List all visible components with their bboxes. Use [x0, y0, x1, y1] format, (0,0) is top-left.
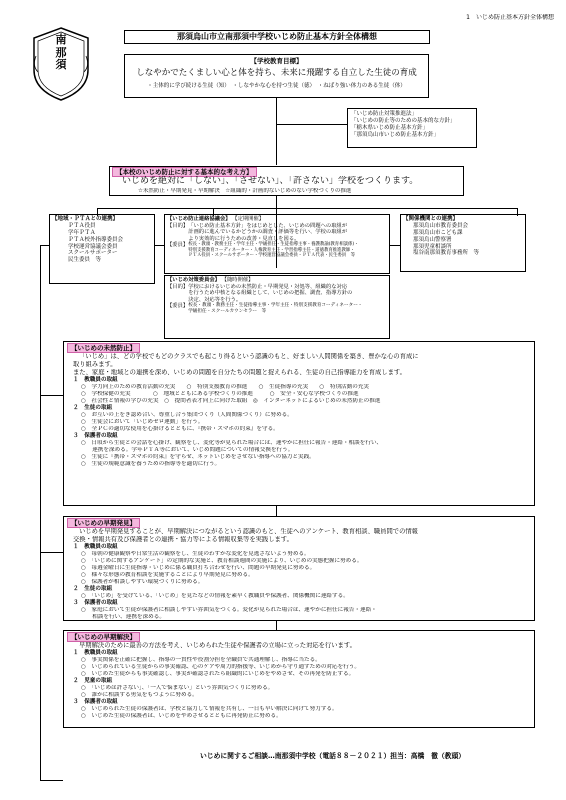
logo-text: 南 那 須	[55, 33, 67, 72]
community-pta-box: 【地域・ＰＴＡとの連携】 ＰＴＡ役員 学年ＰＴＡ ＰＴＡ校外指導委員会 学校運営協議会委員 スクールサポーター 民生委員 等	[49, 214, 155, 284]
goal-label: 【学校教育目標】	[250, 57, 303, 65]
prevention-council-box: 【いじめ防止連絡協議会】 【定期開催】 【目的】 「いじめ防止基本方針」をはじめとした、いじめの問題への取組が 計画的に進んでいるかどうかの調査・評価等を行い、学校の取組が より実効的に行うための改善・見直しを図る。 【委員】 校長・教頭・教務主任・学年主任・学級担任・生徒指導主事・養護教諭(教育相談係)・ 特別支援教育コーディネーター・人権教育主任・学習指導主任・道徳教育推進教師・ ＰＴＡ役員・スクールサポーター・学校運営協議会委員・ＰＴＡ代表・民生委員 等	[164, 214, 390, 274]
contact-footer: いじめに関するご相談…南那須中学校（電話８８－２０２１）担当：高橋 徹（教頭）	[200, 752, 466, 760]
early-detection-section: 【いじめの早期発見】 いじめを早期発見することが、早期解決につながるという認識のもと、生徒へのアンケート、教育相談、職員間での情報 交換・情報共有及び保護者との連携・協力等による情報収集等を実践します。 １ 教職員の取組 ○ 毎朝の健康観察や日常生活の観察をし、生徒のわずかな変化を見逃さないよう努める。 ○ 「いじめに関するアンケート」の定期的な実施と、教育相談週間の実施により、いじめの実態把握に努める。 ○ 毎週金曜日に生徒指導・いじめに係る職員打ち合わせを行い、問題の早期発見に努める。 ○ 様々な形態の教育相談を実施することにより早期発見に努める。 ○ 保護者が相談しやすい環境づくりに努める。 ２ 生徒の取組 ○ 「いじめ」を受けている、「いじめ」を見たなどの情報を素早く教職員や保護者、関係機関に連絡する。 ３ 保護者の取組 ○ 家庭において生徒が保護者に相談しやすい雰囲気をつくる。変化が見られた場合は、速やかに担任に報告・連絡・ 相談を行い、連携を深める。	[63, 516, 535, 621]
page-header: 1 いじめ防止基本方針全体構想	[466, 14, 554, 21]
early-resolution-section: 【いじめの早期解決】 早期解決のために最善の方法を考え、いじめられた生徒や保護者の立場に立った対応を行います。 １ 教職員の取組 ○ 事実関係を正確に把握し、指導の一貫性や役割分担を全職員で共通理解し、指導に当たる。 ○ いじめられている生徒からの事実確認、心のケアや周力的指援等、いじめから守り通すための対応を行う。 ○ いじめた生徒からも事実確認し、事実が確認されたら組織的にいじめをやめさせ、その再発を防止する。 ２ 児童の取組 ○ 「いじめは許さない」、「一人で悩まない」という雰囲気づくりに努める。 ○ 誰かに相談する勇気をもつように努める。 ３ 保護者の取組 ○ いじめられた生徒の保護者は、学校と協力して情報を共有し、一日も早い解決に向けて努力する。 ○ いじめた生徒の保護者は、いじめをやめさせるとともに再発防止に努める。	[63, 630, 535, 728]
stance-label: 【本校のいじめ防止に対する基本的な考え方】	[112, 167, 257, 177]
basic-stance-box	[109, 166, 464, 196]
agencies-box: 【関係機関との連携】 那須烏山市教育委員会 那須烏山市こども課 那須烏山警察署 那須児童相談所 塩谷南那須教育事務所 等	[400, 214, 526, 272]
early-resolution-label: 【いじめの早期解決】	[67, 632, 140, 642]
stance-main: いじめを絶対に「しない」、「させない」、「許さない」学校をつくります。	[122, 176, 419, 186]
goal-text: しなやかでたくましい心と体を持ち、未来に飛躍する自立した生徒の育成	[136, 68, 417, 79]
laws-box: 「いじめ防止対策推進法」 「いじめの防止等のための基本的な方針」 「栃木県いじめ防止基本方針」 「那須烏山市いじめ防止基本方針」	[347, 108, 477, 148]
prevention-label: 【いじめの未然防止】	[67, 343, 140, 353]
stance-sub: ☆未然防止・早期発見・早期解決 ☆組織的・計画的ないじめのない学校づくりの推進	[138, 188, 352, 194]
countermeasure-committee-box: 【いじめ対策委員会】 【随時開催】 【目的】 学校におけるいじめの未然防止・早期発見・対処等、組織的な対応 を行うため中核となる組織として、いじめの把握、調査、指導方針の 決定、対応等を行う。 【委員】 校長・教頭・教務主任・生徒指導主事・学年主任・特別支援教育コーディネーター・ 学級担任・スクールカウンセラー 等	[164, 275, 390, 339]
goal-sub: ・主体的に学び続ける生徒（知） ・しなやかな心を持つ生徒（徳） ・ねばり強い体力のある生徒（体）	[147, 82, 406, 89]
page-title: 那須烏山市立南那須中学校いじめ防止基本方針全体構想	[124, 30, 430, 44]
early-detection-label: 【いじめの早期発見】	[67, 518, 140, 528]
prevention-section: 【いじめの未然防止】 「いじめ」は、どの学校でもどのクラスでも起こり得るという認識のもと、好ましい人間関係を築き、豊かな心の育成に 取り組みます。 また、家庭・地域との連携を深め、いじめの問題を自分たちの問題と捉えられる、生徒の自己指導能力を育成します。 １ 教職員の取組 ○ 学力向上のための教育活動の充実 ○ 特別支援教育の推進 ○ 生徒指導の充実 ○ 特別活動の充実 ○ 学校保健の充実 ○ 地域とともにある学校づくりの推進 ○ 安全・安心な学校づくりの推進 ○ 社会性と情報の学びの充実 ○ 提問者表才向上に向けた取組 ◎ インターネットによるいじめの未然防止の推進 ２ 生徒の取組 ○ お互いの上をき認め合い、尊重し合う集団づくり（人間関係づくり）に努める。 ○ 生徒会において「いじめゼロ運動」を行う。 ○ 全ＰＣの適切な使用を心掛けるとともに、『携帯・スマホの約束』を守る。 ３ 保護者の取組 ○ 日頃から生徒との会話を心掛け、観察をし、変化等が見られた場合には、速やかに担任に報告・連絡・相談を行い、 連携を深める。学年ＰＴＡ等において、いじめ問題についての情報交換を行う。 ○ 生徒に『携帯・スマホの約束』を守らせ、ネットいじめをさせない指導への協力と実践。 ○ 生徒の規範意識を養うための指導等を適切に行う。	[63, 341, 535, 506]
school-goal-box	[124, 54, 429, 98]
